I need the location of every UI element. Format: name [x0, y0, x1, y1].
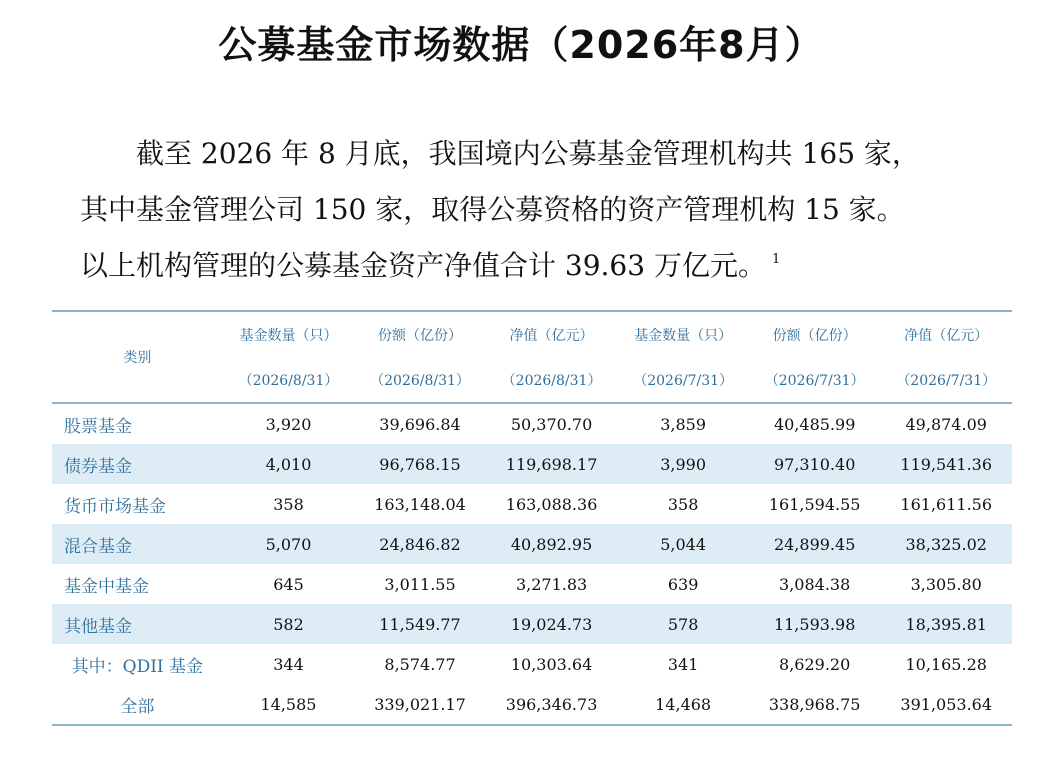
table-cell: 97,310.40 — [749, 444, 881, 484]
table-cell: 11,549.77 — [354, 604, 486, 644]
table-cell: 40,485.99 — [773, 414, 856, 434]
intro-paragraph — [80, 126, 980, 294]
table-row — [52, 403, 1012, 444]
table-cell: 96,768.15 — [354, 444, 486, 484]
footnote-marker: 1 — [771, 252, 781, 267]
table-cell: 3,920 — [265, 414, 312, 434]
column-date: （2026/7/31） — [617, 357, 749, 403]
intro-line-1: 截至 2026 年 8 月底，我国境内公募基金管理机构共 165 家， — [136, 137, 920, 170]
table-header-row — [52, 311, 1012, 357]
table-cell: 24,846.82 — [354, 524, 486, 564]
table-cell: 358 — [667, 494, 699, 514]
intro-line-2: 其中基金管理公司 150 家，取得公募资格的资产管理机构 15 家。 — [80, 193, 905, 226]
row-label: 货币市场基金 — [64, 496, 166, 517]
column-header: 净值（亿元） — [486, 311, 618, 357]
table-cell: 18,395.81 — [880, 604, 1012, 644]
table-cell: 19,024.73 — [486, 604, 618, 644]
intro-line-3 — [80, 238, 980, 294]
table-cell: 358 — [273, 494, 304, 514]
row-label: 股票基金 — [64, 416, 132, 437]
row-label: 其中：QDII 基金 — [71, 656, 204, 677]
column-header: 基金数量（只） — [617, 311, 749, 357]
table-cell: 645 — [273, 574, 304, 594]
table-cell: 163,148.04 — [374, 494, 466, 514]
fund-data-table — [52, 310, 1012, 726]
table-cell: 5,070 — [223, 524, 355, 564]
table-cell: 3,859 — [660, 414, 707, 434]
table-cell: 161,594.55 — [768, 494, 861, 514]
column-header: 净值（亿元） — [880, 311, 1012, 357]
page-title: 公募基金市场数据（2026年8月） — [218, 23, 824, 67]
table-cell: 582 — [223, 604, 355, 644]
table-cell: 163,088.36 — [505, 494, 598, 514]
column-header: 份额（亿份） — [749, 311, 881, 357]
table-cell: 339,021.17 — [354, 684, 486, 725]
table-cell: 639 — [667, 574, 699, 594]
table-row — [52, 524, 1012, 564]
table-cell: 341 — [667, 654, 699, 674]
column-date: （2026/8/31） — [486, 357, 618, 403]
table-cell: 3,011.55 — [384, 574, 456, 594]
table-cell: 161,611.56 — [900, 494, 993, 514]
table-row — [52, 644, 1012, 684]
table-row — [52, 564, 1012, 604]
table-cell: 14,585 — [223, 684, 355, 725]
category-header: 类别 — [52, 311, 223, 403]
table-row-total — [52, 684, 1012, 725]
table-cell: 4,010 — [223, 444, 355, 484]
table-row — [52, 444, 1012, 484]
table-cell: 10,165.28 — [905, 654, 987, 674]
table-cell: 119,698.17 — [486, 444, 618, 484]
column-date: （2026/7/31） — [749, 357, 881, 403]
table-cell: 578 — [617, 604, 749, 644]
table-cell: 5,044 — [617, 524, 749, 564]
table-row — [52, 604, 1012, 644]
table-cell: 38,325.02 — [880, 524, 1012, 564]
table-cell: 8,574.77 — [384, 654, 456, 674]
table-cell: 14,468 — [617, 684, 749, 725]
table-cell: 11,593.98 — [749, 604, 881, 644]
table-cell: 344 — [273, 654, 304, 674]
table-cell: 50,370.70 — [510, 414, 593, 434]
row-label: 基金中基金 — [64, 576, 149, 597]
row-label: 其他基金 — [52, 604, 223, 644]
table-row — [52, 484, 1012, 524]
column-date: （2026/7/31） — [880, 357, 1012, 403]
table-cell: 8,629.20 — [779, 654, 851, 674]
table-cell: 119,541.36 — [880, 444, 1012, 484]
column-header: 份额（亿份） — [354, 311, 486, 357]
row-label: 混合基金 — [52, 524, 223, 564]
intro-line-3-text: 以上机构管理的公募基金资产净值合计 39.63 万亿元。 — [80, 249, 766, 282]
table-cell: 3,990 — [617, 444, 749, 484]
table-cell: 3,084.38 — [779, 574, 851, 594]
column-date: （2026/8/31） — [223, 357, 355, 403]
table-cell: 39,696.84 — [379, 414, 461, 434]
table-cell: 338,968.75 — [749, 684, 881, 725]
column-date: （2026/8/31） — [354, 357, 486, 403]
table-cell: 24,899.45 — [749, 524, 881, 564]
table-cell: 391,053.64 — [880, 684, 1012, 725]
column-header: 基金数量（只） — [223, 311, 355, 357]
table-cell: 396,346.73 — [486, 684, 618, 725]
table-cell: 40,892.95 — [486, 524, 618, 564]
table-cell: 49,874.09 — [905, 414, 987, 434]
table-cell: 3,305.80 — [910, 574, 982, 594]
row-label: 债券基金 — [52, 444, 223, 484]
table-cell: 3,271.83 — [515, 574, 588, 594]
row-label: 全部 — [52, 684, 223, 725]
table-cell: 10,303.64 — [510, 654, 593, 674]
